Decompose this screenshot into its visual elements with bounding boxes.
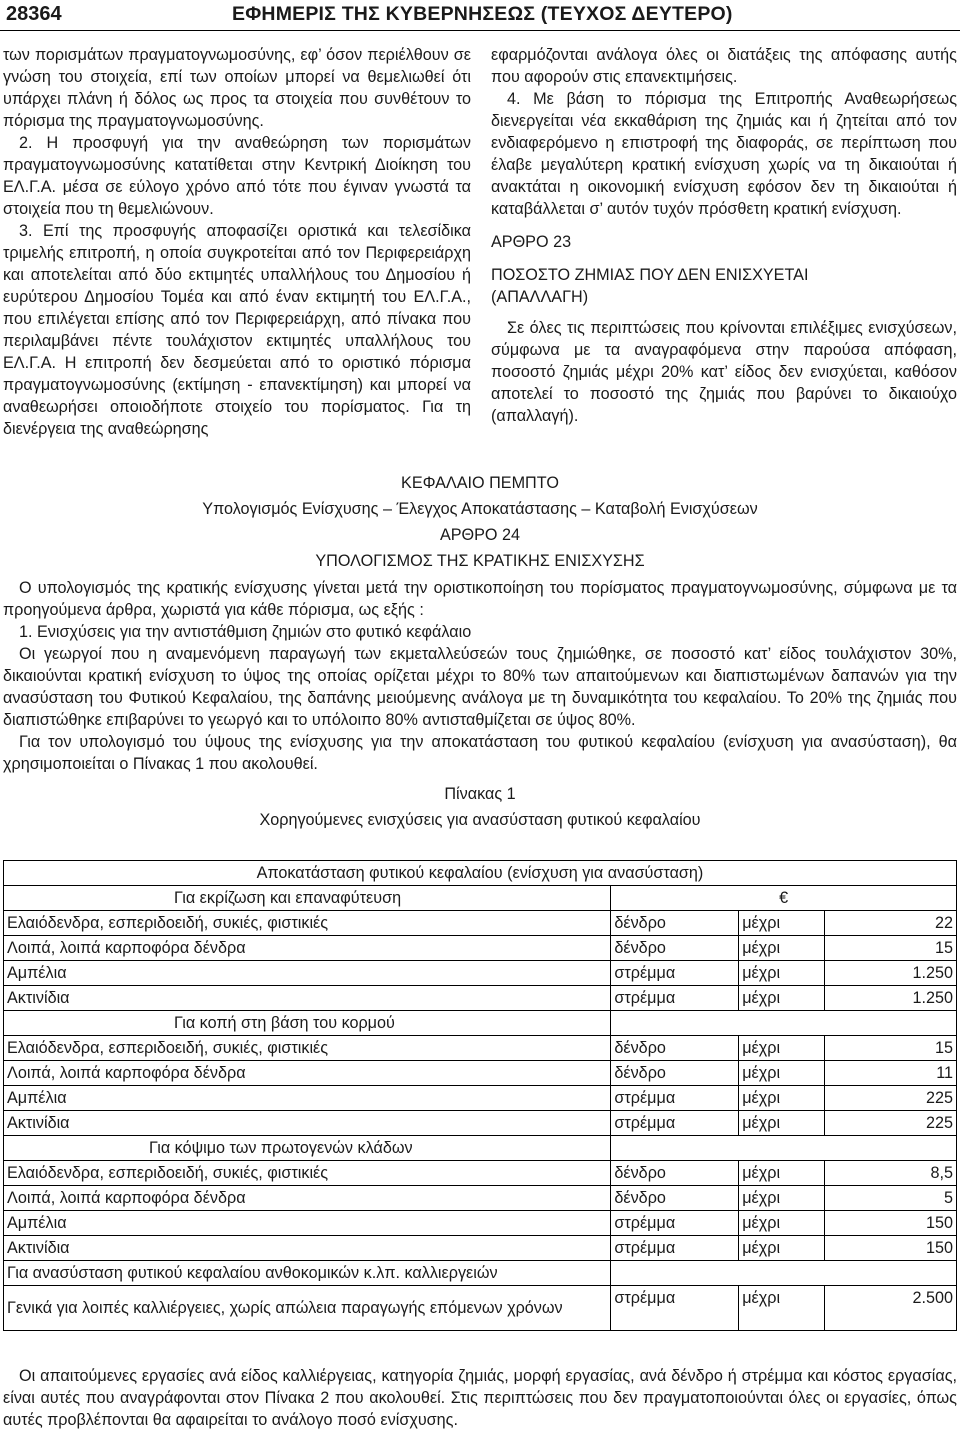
unit-cell: δένδρο	[611, 1161, 739, 1186]
left-paragraph-2: 2. Η προσφυγή για την αναθεώρηση των πορισμάτων πραγματογνωμοσύνης κατατίθεται στην Κεντρική Διοίκηση του ΕΛ.Γ.Α. μέσα σε εύλογο χρόνο από τότε που έγιναν γνωστά τα στοιχεία που τη θεμελιώνουν.	[3, 134, 471, 218]
section-heading: Για ανασύσταση φυτικού κεφαλαίου ανθοκομικών κ.λπ. καλλιεργειών	[4, 1261, 611, 1286]
chapter-title: ΚΕΦΑΛΑΙΟ ΠΕΜΠΤΟ	[401, 474, 559, 492]
table-header: Αποκατάσταση φυτικού κεφαλαίου (ενίσχυση για ανασύσταση)	[4, 861, 957, 886]
crop-cell: Ακτινίδια	[4, 1236, 611, 1261]
table-row	[4, 936, 957, 961]
table-row	[4, 911, 957, 936]
section-heading: Για κόψιμο των πρωτογενών κλάδων	[4, 1136, 611, 1161]
value-cell: 150	[825, 1211, 957, 1236]
right-paragraph-2: 4. Με βάση το πόρισμα της Επιτροπής Αναθεωρήσεως διενεργείται νέα εκκαθάριση της ζημιάς και ή ζητείται από τον ενδιαφερόμενο η επιστροφή της διαφοράς, σε περίπτωση που έλαβε μεγαλύτερη κρατική ενίσχυση χωρίς να τη δικαιούται ή ανακτάται η οικονομική ενίσχυση εφόσον δεν τη δικαιούται ή καταβάλλεται σ’ αυτόν τυχόν πρόσθετη κρατική ενίσχυση.	[491, 90, 957, 218]
unit-cell: στρέμμα	[611, 986, 739, 1011]
upto-cell: μέχρι	[739, 1036, 825, 1061]
value-cell: 225	[825, 1111, 957, 1136]
section-row	[4, 1136, 957, 1161]
table-row	[4, 1286, 957, 1331]
value-cell: 11	[825, 1061, 957, 1086]
unit-cell: δένδρο	[611, 936, 739, 961]
upto-cell: μέχρι	[739, 911, 825, 936]
article-23-title-line2: (ΑΠΑΛΛΑΓΗ)	[491, 288, 589, 306]
chapter-subtitle: Υπολογισμός Ενίσχυσης – Έλεγχος Αποκατάστασης – Καταβολή Ενισχύσεων	[202, 500, 758, 518]
upto-cell: μέχρι	[739, 1211, 825, 1236]
value-cell: 8,5	[825, 1161, 957, 1186]
page-number: 28364	[6, 3, 62, 25]
section-heading: Για κοπή στη βάση του κορμού	[4, 1011, 611, 1036]
value-cell: 225	[825, 1086, 957, 1111]
body-paragraph-4: Για τον υπολογισμό του ύψους της ενίσχυσης για την αποκατάσταση του φυτικού κεφαλαίου (ενίσχυση για ανασύσταση), θα χρησιμοποιείται ο Πίνακας 1 που ακολουθεί.	[3, 733, 957, 773]
crop-cell: Αμπέλια	[4, 1211, 611, 1236]
unit-cell: δένδρο	[611, 1186, 739, 1211]
unit-cell: στρέμμα	[611, 1086, 739, 1111]
section-row	[4, 886, 957, 911]
upto-cell: μέχρι	[739, 936, 825, 961]
value-cell: 1.250	[825, 961, 957, 986]
section-row	[4, 1261, 957, 1286]
upto-cell: μέχρι	[739, 986, 825, 1011]
unit-cell: στρέμμα	[611, 1111, 739, 1136]
value-cell: 22	[825, 911, 957, 936]
article-23-number: ΑΡΘΡΟ 23	[491, 233, 572, 251]
crop-cell: Λοιπά, λοιπά καρποφόρα δένδρα	[4, 936, 611, 961]
unit-cell: στρέμμα	[611, 1211, 739, 1236]
upto-cell: μέχρι	[739, 1061, 825, 1086]
body-paragraph-3: Οι γεωργοί που η αναμενόμενη παραγωγή των εκμεταλλεύσεών τους ζημιώθηκε, σε ποσοστό κατ’ είδος τουλάχιστον 30%, δικαιούνται κρατική ενίσχυση το ύψος της οποίας ορίζεται μέχρι το 80% των απαιτούμενων και διαπιστωμένων δαπανών για την ανασύσταση του Φυτικού Κεφαλαίου, της δαπάνης μειούμενης ανάλογα με τη δυναμικότητα του κεφαλαίου. Το 20% της ζημιάς που διαπιστώθηκε επιβαρύνει το γεωργό και το υπόλοιπο 80% αντισταθμίζεται σε ύψος 80%.	[3, 645, 957, 729]
section-row	[4, 1011, 957, 1036]
unit-cell: στρέμμα	[611, 961, 739, 986]
closing-text	[3, 1365, 957, 1431]
table-row	[4, 1161, 957, 1186]
value-cell: 5	[825, 1186, 957, 1211]
left-column	[3, 44, 471, 440]
upto-cell: μέχρι	[739, 1236, 825, 1261]
body-paragraph-2: 1. Ενισχύσεις για την αντιστάθμιση ζημιών στο φυτικό κεφάλαιο	[19, 623, 472, 641]
table-1-caption: Πίνακας 1	[444, 785, 516, 803]
body-text	[3, 577, 957, 831]
unit-cell: δένδρο	[611, 1061, 739, 1086]
crop-cell: Ακτινίδια	[4, 1111, 611, 1136]
grants-table	[3, 860, 957, 1331]
page-header	[0, 0, 960, 31]
section-heading: Για εκρίζωση και επαναφύτευση	[4, 886, 611, 911]
crop-cell: Αμπέλια	[4, 961, 611, 986]
upto-cell: μέχρι	[739, 1086, 825, 1111]
closing-paragraph: Οι απαιτούμενες εργασίες ανά είδος καλλιέργειας, κατηγορία ζημιάς, μορφή εργασίας, ανά δένδρο ή στρέμμα και κόστος εργασίας, είναι αυτές που αναγράφονται στον Πίνακα 2 που ακολουθεί. Στις περιπτώσεις που δεν πραγματοποιούνται όλες οι εργασίες, όπως αυτές προβλέπονται θα αφαιρείται το ανάλογο ποσό ενίσχυσης.	[3, 1367, 957, 1429]
crop-cell: Ελαιόδενδρα, εσπεριδοειδή, συκιές, φιστικιές	[4, 911, 611, 936]
article-23-title-line1: ΠΟΣΟΣΤΟ ΖΗΜΙΑΣ ΠΟΥ ΔΕΝ ΕΝΙΣΧΥΕΤΑΙ	[491, 266, 809, 284]
value-cell: 15	[825, 1036, 957, 1061]
article-24-number: ΑΡΘΡΟ 24	[439, 526, 521, 544]
upto-cell: μέχρι	[739, 1111, 825, 1136]
crop-cell: Γενικά για λοιπές καλλιέργειες, χωρίς απώλεια παραγωγής επόμενων χρόνων	[4, 1286, 611, 1331]
table-row	[4, 986, 957, 1011]
article-24-title: ΥΠΟΛΟΓΙΣΜΟΣ ΤΗΣ ΚΡΑΤΙΚΗΣ ΕΝΙΣΧΥΣΗΣ	[315, 552, 645, 570]
table-row	[4, 1036, 957, 1061]
chapter-block	[3, 472, 957, 572]
upto-cell: μέχρι	[739, 961, 825, 986]
empty-cell	[611, 1011, 957, 1036]
right-paragraph-3: Σε όλες τις περιπτώσεις που κρίνονται επιλέξιμες ενισχύσεων, σύμφωνα με τα αναγραφόμενα στην παρούσα απόφαση, ποσοστό ζημιάς μέχρι 20% κατ’ είδος δεν ενισχύεται, καθόσον αποτελεί το ποσοστό της ζημιάς που βαρύνει το δικαιούχο (απαλλαγή).	[491, 319, 957, 425]
value-cell: 15	[825, 936, 957, 961]
table-row	[4, 1061, 957, 1086]
upto-cell: μέχρι	[739, 1186, 825, 1211]
value-cell: 2.500	[825, 1286, 957, 1331]
left-paragraph-3: 3. Επί της προσφυγής αποφασίζει οριστικά και τελεσίδικα τριμελής επιτροπή, η οποία συγκροτείται από τον Περιφερειάρχη και αποτελείται από δύο εκτιμητές υπαλλήλους του Δημοσίου ή ευρύτερου Δημοσίου Τομέα και από έναν εκτιμητή του ΕΛ.Γ.Α., που επιλέγεται επίσης από τον Περιφερειάρχη, από πίνακα που περιλαμβάνει πέντε τουλάχιστον εκτιμητές υπαλλήλους του ΕΛ.Γ.Α. Η επιτροπή δεν δεσμεύεται από το οριστικό πόρισμα πραγματογνωμοσύνης (εκτίμηση - επανεκτίμηση) και μπορεί να αναθεωρήσει οποιοδήποτε στοιχείο του πορίσματος. Για τη διενέργεια της αναθεώρησης	[3, 222, 471, 438]
value-cell: 150	[825, 1236, 957, 1261]
unit-cell: δένδρο	[611, 1036, 739, 1061]
crop-cell: Αμπέλια	[4, 1086, 611, 1111]
crop-cell: Ελαιόδενδρα, εσπεριδοειδή, συκιές, φιστικιές	[4, 1161, 611, 1186]
table-1-title: Χορηγούμενες ενισχύσεις για ανασύσταση φυτικού κεφαλαίου	[259, 811, 701, 829]
body-paragraph-1: Ο υπολογισμός της κρατικής ενίσχυσης γίνεται μετά την οριστικοποίηση του πορίσματος πραγματογνωμοσύνης, σύμφωνα με τα προηγούμενα άρθρα, χωριστά για κάθε πόρισμα, ως εξής :	[3, 579, 957, 619]
table-row	[4, 961, 957, 986]
unit-cell: στρέμμα	[611, 1236, 739, 1261]
table-row	[4, 1086, 957, 1111]
table-row	[4, 1211, 957, 1236]
empty-cell	[611, 1261, 957, 1286]
unit-cell: στρέμμα	[611, 1286, 739, 1331]
crop-cell: Ελαιόδενδρα, εσπεριδοειδή, συκιές, φιστικιές	[4, 1036, 611, 1061]
table-row	[4, 1236, 957, 1261]
upto-cell: μέχρι	[739, 1161, 825, 1186]
crop-cell: Ακτινίδια	[4, 986, 611, 1011]
unit-cell: δένδρο	[611, 911, 739, 936]
table-row	[4, 1111, 957, 1136]
empty-cell	[611, 1136, 957, 1161]
right-column	[491, 44, 957, 427]
crop-cell: Λοιπά, λοιπά καρποφόρα δένδρα	[4, 1186, 611, 1211]
table-header-row	[4, 861, 957, 886]
crop-cell: Λοιπά, λοιπά καρποφόρα δένδρα	[4, 1061, 611, 1086]
upto-cell: μέχρι	[739, 1286, 825, 1331]
currency-symbol: €	[611, 886, 957, 911]
value-cell: 1.250	[825, 986, 957, 1011]
journal-title: ΕΦΗΜΕΡΙΣ ΤΗΣ ΚΥΒΕΡΝΗΣΕΩΣ (ΤΕΥΧΟΣ ΔΕΥΤΕΡΟ)	[232, 3, 733, 25]
right-paragraph-1: εφαρμόζονται ανάλογα όλες οι διατάξεις της απόφασης αυτής που αφορούν στις επανεκτιμήσεις.	[491, 46, 957, 86]
table-row	[4, 1186, 957, 1211]
left-paragraph-1: των πορισμάτων πραγματογνωμοσύνης, εφ’ όσον περιέλθουν σε γνώση του στοιχεία, επί των οποίων μπορεί να θεμελιωθεί ότι υπάρχει πλάνη ή δόλος ως προς τα στοιχεία που συνθέτουν το πόρισμα της πραγματογνωμοσύνης.	[3, 46, 471, 130]
